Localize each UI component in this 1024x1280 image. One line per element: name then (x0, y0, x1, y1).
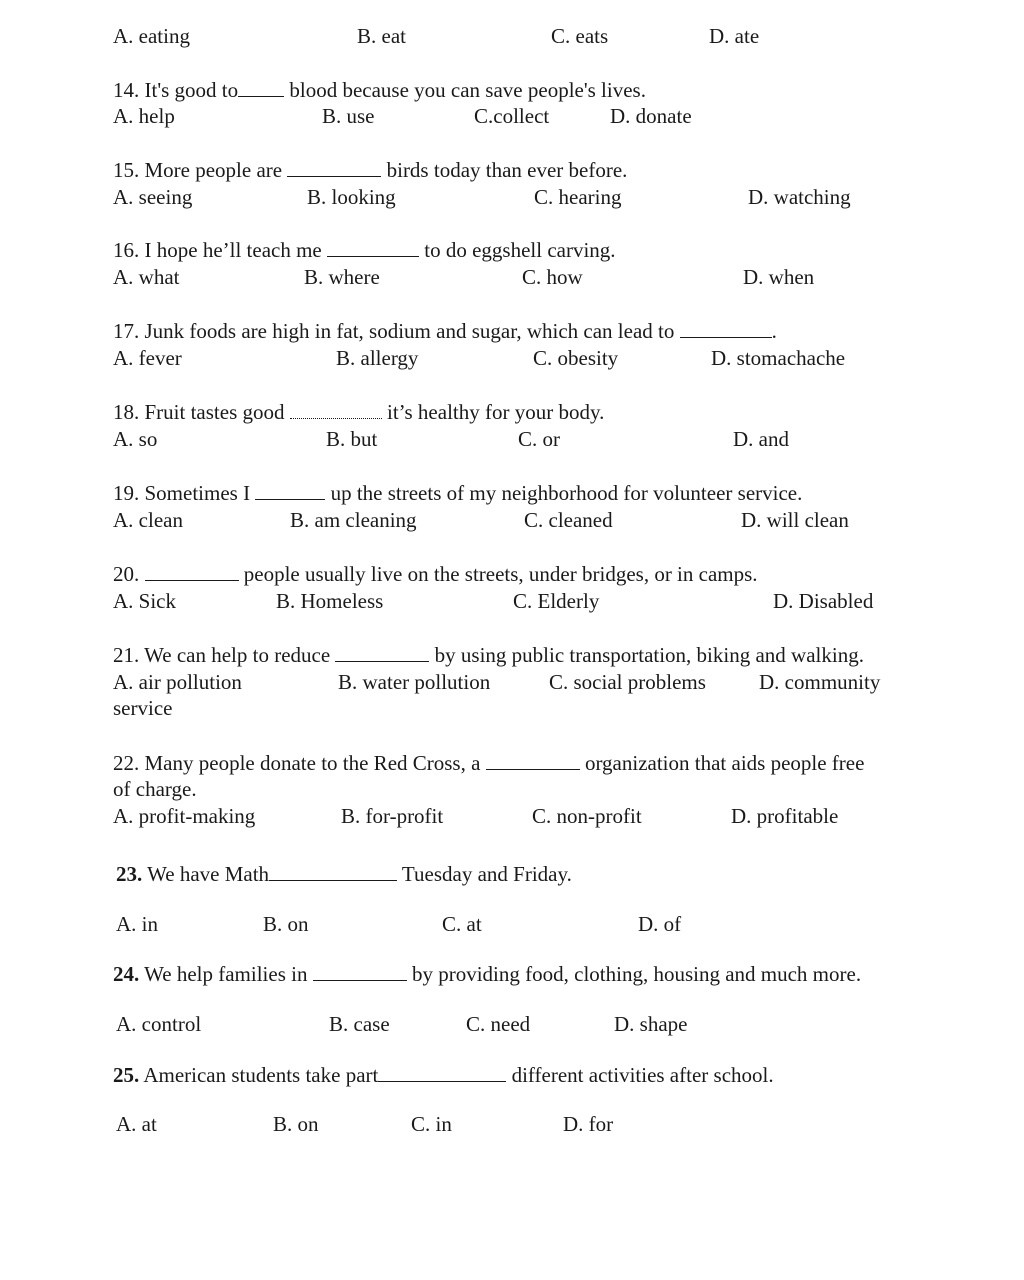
q15-option-b: B. looking (307, 185, 396, 209)
q22-stem-line2: of charge. (113, 777, 197, 801)
answer-blank (290, 400, 382, 419)
q17-option-d: D. stomachache (711, 346, 846, 370)
q13-option-d: D. ate (709, 24, 760, 48)
q17-stem: 17. Junk foods are high in fat, sodium and sugar, which can lead to . (113, 319, 777, 343)
q16-option-c: C. how (522, 265, 583, 289)
q17-option-a: A. fever (113, 346, 182, 370)
q19-stem: 19. Sometimes I up the streets of my neighborhood for volunteer service. (113, 481, 803, 505)
q20-stem: 20. people usually live on the streets, under bridges, or in camps. (113, 562, 758, 586)
q21-option-b: B. water pollution (338, 670, 491, 694)
q24-option-a: A. control (116, 1012, 202, 1036)
answer-blank (486, 751, 580, 770)
q19-option-c: C. cleaned (524, 508, 613, 532)
q18-stem: 18. Fruit tastes good it’s healthy for your body. (113, 400, 605, 424)
q24-stem: 24. We help families in by providing food, clothing, housing and much more. (113, 962, 862, 986)
answer-blank (313, 962, 407, 981)
q19-option-d: D. will clean (741, 508, 849, 532)
q22-option-b: B. for-profit (341, 804, 444, 828)
q13-option-c: C. eats (551, 24, 609, 48)
q25-stem: 25. American students take part different activities after school. (113, 1063, 774, 1087)
answer-blank (238, 78, 284, 97)
q25-option-d: D. for (563, 1112, 614, 1136)
q24-option-b: B. case (329, 1012, 390, 1036)
q15-option-a: A. seeing (113, 185, 193, 209)
q21-option-d-wrap: service (113, 696, 173, 720)
q14-option-a: A. help (113, 104, 175, 128)
q25-option-c: C. in (411, 1112, 452, 1136)
q14-option-d: D. donate (610, 104, 692, 128)
answer-blank (287, 158, 381, 177)
q25-option-a: A. at (116, 1112, 157, 1136)
q22-stem: 22. Many people donate to the Red Cross, a organization that aids people free (113, 751, 865, 775)
q22-option-d: D. profitable (731, 804, 839, 828)
q16-stem: 16. I hope he’ll teach me to do eggshell carving. (113, 238, 616, 262)
q23-option-d: D. of (638, 912, 682, 936)
q16-option-b: B. where (304, 265, 380, 289)
answer-blank (145, 562, 239, 581)
q17-option-b: B. allergy (336, 346, 419, 370)
q13-option-a: A. eating (113, 24, 190, 48)
q13-option-b: B. eat (357, 24, 406, 48)
q23-stem: 23. We have Math Tuesday and Friday. (116, 862, 572, 886)
q21-option-a: A. air pollution (113, 670, 242, 694)
answer-blank (255, 481, 325, 500)
q18-option-a: A. so (113, 427, 158, 451)
answer-blank (327, 238, 419, 257)
q16-option-d: D. when (743, 265, 815, 289)
q21-stem: 21. We can help to reduce by using public transportation, biking and walking. (113, 643, 864, 667)
q19-option-b: B. am cleaning (290, 508, 417, 532)
q23-option-a: A. in (116, 912, 158, 936)
q14-option-b: B. use (322, 104, 375, 128)
q22-option-c: C. non-profit (532, 804, 642, 828)
q20-option-a: A. Sick (113, 589, 176, 613)
q23-option-b: B. on (263, 912, 309, 936)
q19-option-a: A. clean (113, 508, 183, 532)
q21-option-c: C. social problems (549, 670, 706, 694)
q17-option-c: C. obesity (533, 346, 619, 370)
q18-option-c: C. or (518, 427, 560, 451)
q20-option-c: C. Elderly (513, 589, 600, 613)
q25-option-b: B. on (273, 1112, 319, 1136)
q14-option-c: C.collect (474, 104, 550, 128)
q15-stem: 15. More people are birds today than ever before. (113, 158, 628, 182)
q24-option-c: C. need (466, 1012, 531, 1036)
q22-option-a: A. profit-making (113, 804, 256, 828)
q20-option-d: D. Disabled (773, 589, 874, 613)
answer-blank (269, 862, 397, 881)
q14-stem: 14. It's good to blood because you can save people's lives. (113, 78, 646, 102)
q20-option-b: B. Homeless (276, 589, 384, 613)
answer-blank (680, 319, 772, 338)
q18-option-b: B. but (326, 427, 378, 451)
answer-blank (335, 643, 429, 662)
q24-option-d: D. shape (614, 1012, 688, 1036)
q21-option-d: D. community (759, 670, 881, 694)
q16-option-a: A. what (113, 265, 180, 289)
answer-blank (378, 1063, 506, 1082)
q23-option-c: C. at (442, 912, 482, 936)
q15-option-c: C. hearing (534, 185, 622, 209)
q18-option-d: D. and (733, 427, 789, 451)
q15-option-d: D. watching (748, 185, 851, 209)
